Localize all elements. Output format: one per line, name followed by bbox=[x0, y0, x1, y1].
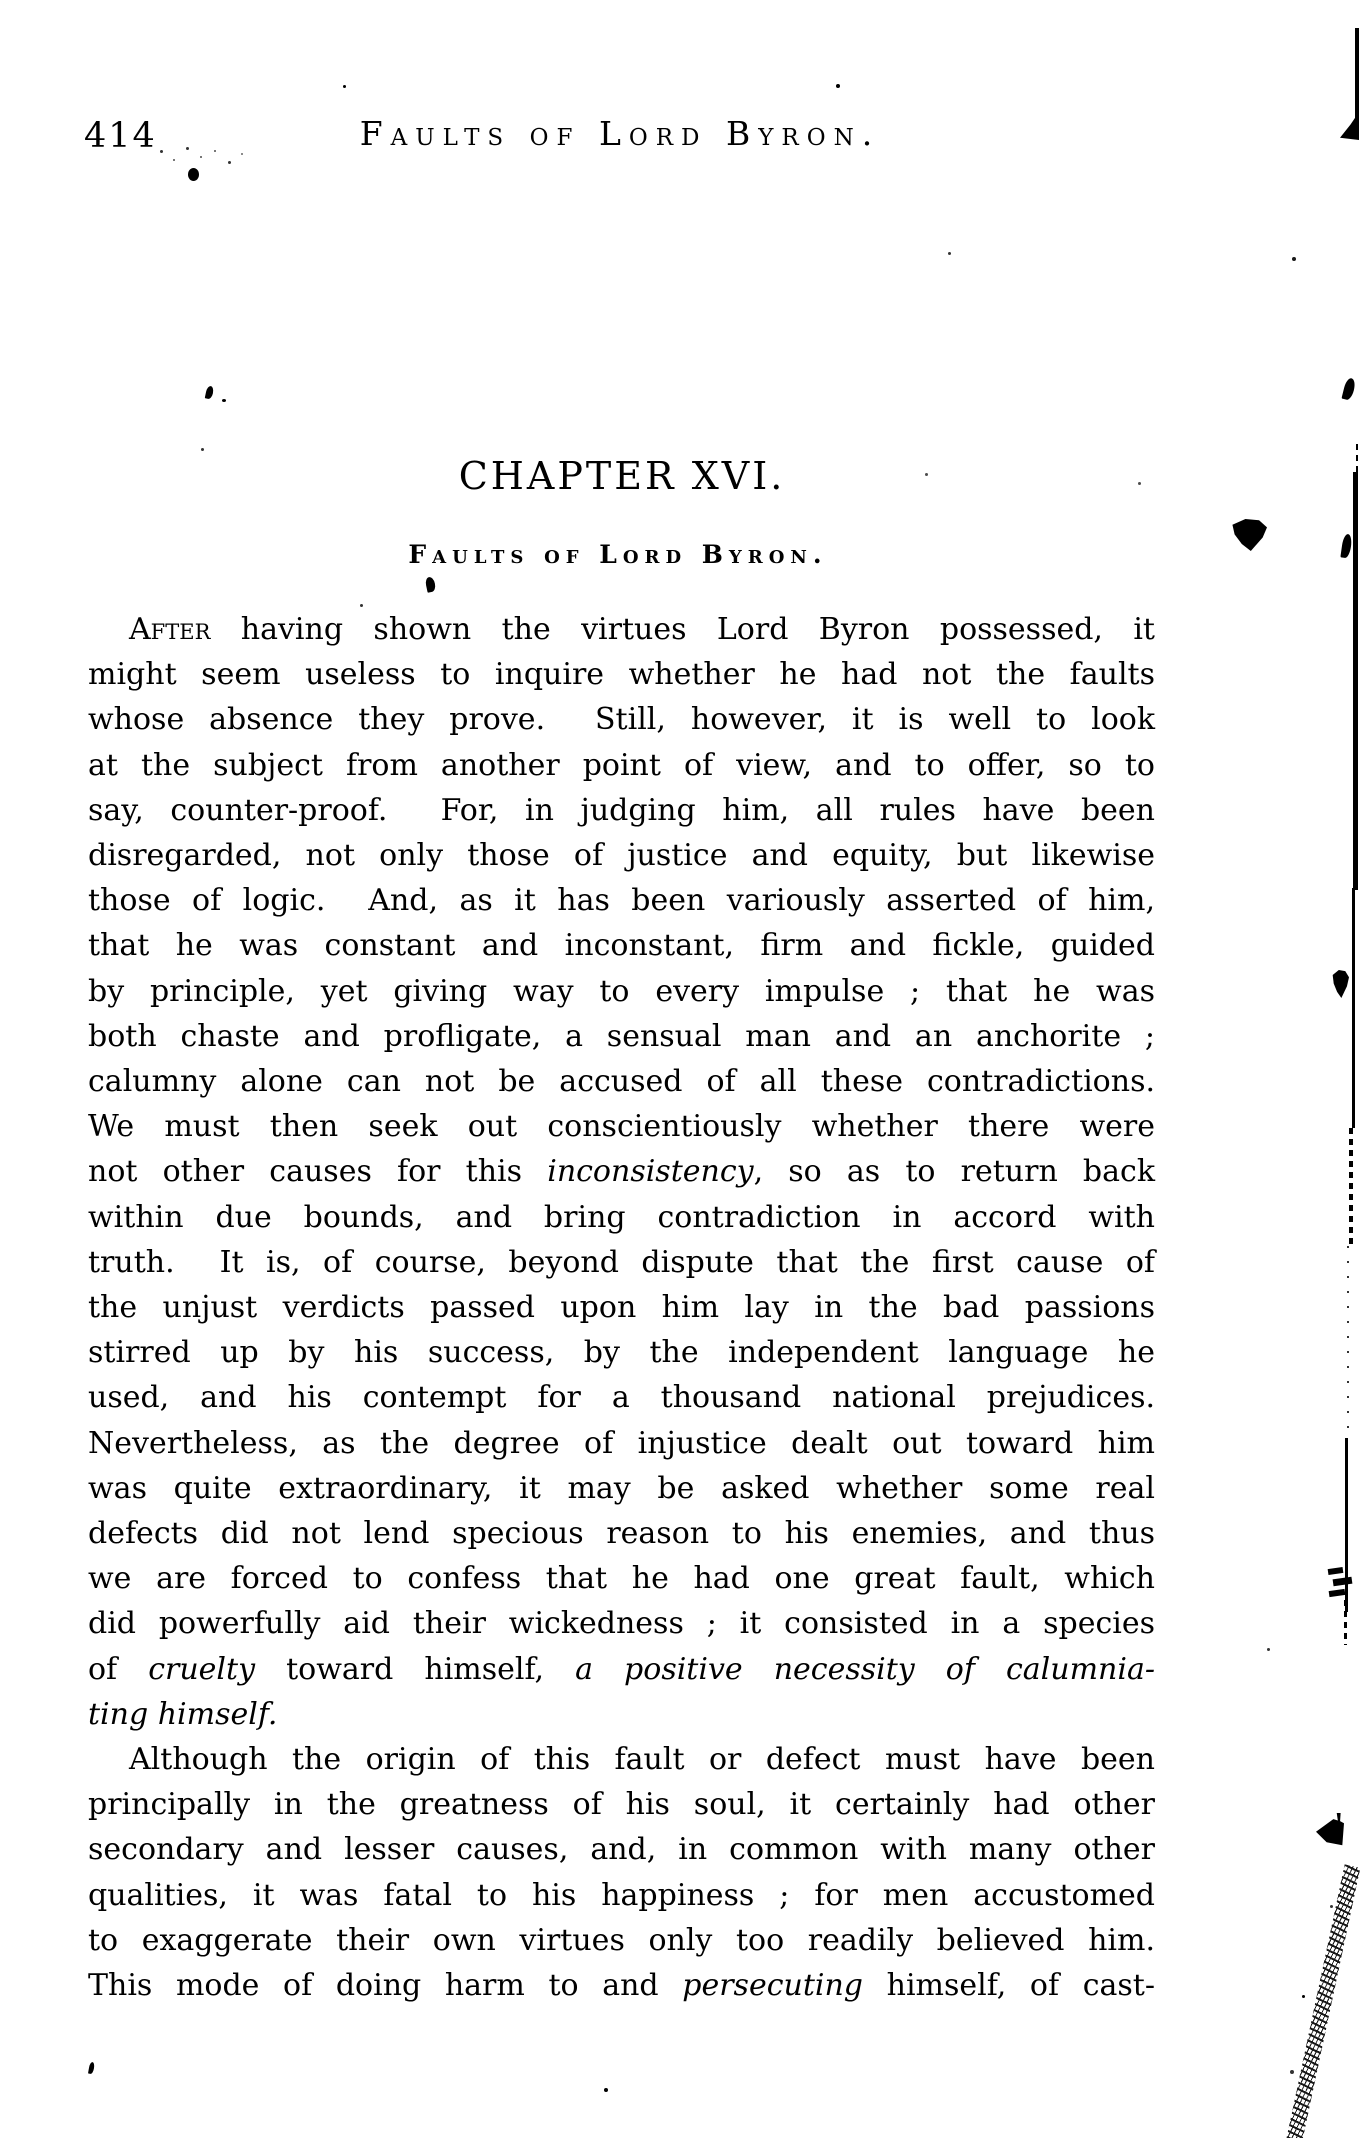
page-number: 414 bbox=[84, 116, 157, 156]
body-line: might seem useless to inquire whether he had not the faults bbox=[88, 657, 1155, 693]
ink-speck bbox=[201, 448, 204, 451]
ink-speck bbox=[925, 473, 928, 476]
ink-speck bbox=[200, 156, 202, 158]
body-line: was quite extraordinary, it may be asked whether some real bbox=[88, 1470, 1155, 1506]
section-heading: Faults of Lord Byron. bbox=[408, 540, 828, 569]
body-line: calumny alone can not be accused of all these contradictions. bbox=[88, 1064, 1155, 1100]
body-line: Although the origin of this fault or defect must have been bbox=[129, 1742, 1155, 1778]
ink-speck bbox=[604, 2088, 608, 2092]
body-line: stirred up by his success, by the independent language he bbox=[88, 1335, 1155, 1371]
page-edge-line bbox=[1344, 1600, 1347, 1645]
ink-speck bbox=[222, 399, 226, 402]
page-edge-line bbox=[1356, 444, 1358, 474]
ink-speck bbox=[1292, 257, 1296, 261]
ink-speck bbox=[186, 147, 189, 150]
body-line: that he was constant and inconstant, firm and fickle, guided bbox=[88, 928, 1155, 964]
body-line: we are forced to confess that he had one great fault, which bbox=[88, 1561, 1155, 1597]
body-line: This mode of doing harm to and persecuting himself, of cast- bbox=[88, 1968, 1155, 2004]
body-line: the unjust verdicts passed upon him lay in the bad passions bbox=[88, 1290, 1155, 1326]
ink-speck bbox=[228, 161, 231, 164]
page-edge-line bbox=[1349, 1128, 1353, 1246]
ink-speck bbox=[1267, 1648, 1270, 1651]
body-line: truth. It is, of course, beyond dispute that the first cause of bbox=[88, 1244, 1155, 1280]
body-line: at the subject from another point of view, and to offer, so to bbox=[88, 747, 1155, 783]
body-line: secondary and lesser causes, and, in common with many other bbox=[88, 1832, 1155, 1868]
ink-blot bbox=[188, 168, 199, 181]
body-line: to exaggerate their own virtues only too readily believed him. bbox=[88, 1922, 1155, 1958]
ink-mark bbox=[205, 385, 215, 399]
body-line: within due bounds, and bring contradiction in accord with bbox=[88, 1199, 1155, 1235]
body-line: ting himself. bbox=[88, 1696, 278, 1732]
body-line: Nevertheless, as the degree of injustice dealt out toward him bbox=[88, 1425, 1155, 1461]
ink-mark bbox=[1341, 377, 1356, 401]
body-line: did powerfully aid their wickedness ; it consisted in a species bbox=[88, 1606, 1155, 1642]
body-line: by principle, yet giving way to every impulse ; that he was bbox=[88, 973, 1155, 1009]
body-text bbox=[88, 607, 1155, 2008]
ink-blot bbox=[1332, 970, 1349, 998]
ink-scribble bbox=[1329, 1589, 1346, 1597]
ink-speck bbox=[1138, 482, 1141, 485]
chapter-heading: CHAPTER XVI. bbox=[458, 454, 786, 498]
ink-mark bbox=[88, 2062, 95, 2075]
body-line: We must then seek out conscientiously whether there were bbox=[88, 1109, 1155, 1145]
body-line: not other causes for this inconsistency, so as to return back bbox=[88, 1154, 1155, 1190]
ink-speck bbox=[160, 150, 163, 153]
body-line: both chaste and profligate, a sensual man and an anchorite ; bbox=[88, 1018, 1155, 1054]
ink-speck bbox=[173, 159, 175, 161]
ink-mark bbox=[1340, 533, 1352, 558]
body-line: whose absence they prove. Still, however, it is well to look bbox=[88, 702, 1155, 738]
ink-speck bbox=[214, 150, 216, 152]
body-line: principally in the greatness of his soul, it certainly had other bbox=[88, 1787, 1155, 1823]
ink-speck bbox=[241, 153, 243, 155]
ink-mark bbox=[425, 576, 437, 593]
body-line: say, counter-proof. For, in judging him, all rules have been bbox=[88, 792, 1155, 828]
body-line: disregarded, not only those of justice and equity, but likewise bbox=[88, 838, 1155, 874]
ink-speck bbox=[1330, 1905, 1333, 1908]
page-edge-line bbox=[1347, 1246, 1349, 1438]
page-edge-line bbox=[1352, 888, 1355, 1128]
running-head: Faults of Lord Byron. bbox=[359, 114, 881, 153]
ink-scribble bbox=[1333, 1577, 1353, 1587]
body-line: of cruelty toward himself, a positive necessity of calumnia- bbox=[88, 1651, 1155, 1687]
body-line: qualities, it was fatal to his happiness ; for men accustomed bbox=[88, 1877, 1155, 1913]
ink-blot bbox=[1316, 1813, 1344, 1847]
ink-speck bbox=[343, 85, 346, 88]
ink-speck bbox=[948, 252, 951, 255]
scan-noise bbox=[1284, 1864, 1360, 2138]
page-edge-hook bbox=[1340, 112, 1359, 140]
ink-speck bbox=[836, 84, 840, 88]
ink-speck bbox=[360, 604, 363, 607]
body-line: defects did not lend specious reason to his enemies, and thus bbox=[88, 1516, 1155, 1552]
body-line: those of logic. And, as it has been variously asserted of him, bbox=[88, 883, 1155, 919]
page-edge-line bbox=[1355, 28, 1359, 120]
page-edge-line bbox=[1345, 1438, 1348, 1612]
ink-scribble bbox=[1328, 1567, 1344, 1575]
body-line: used, and his contempt for a thousand national prejudices. bbox=[88, 1380, 1155, 1416]
ink-blot bbox=[1231, 519, 1267, 551]
ink-speck bbox=[1302, 1995, 1305, 1998]
page-edge-line bbox=[1353, 472, 1358, 890]
body-line: After having shown the virtues Lord Byron possessed, it bbox=[129, 612, 1155, 647]
ink-speck bbox=[1290, 2070, 1294, 2074]
